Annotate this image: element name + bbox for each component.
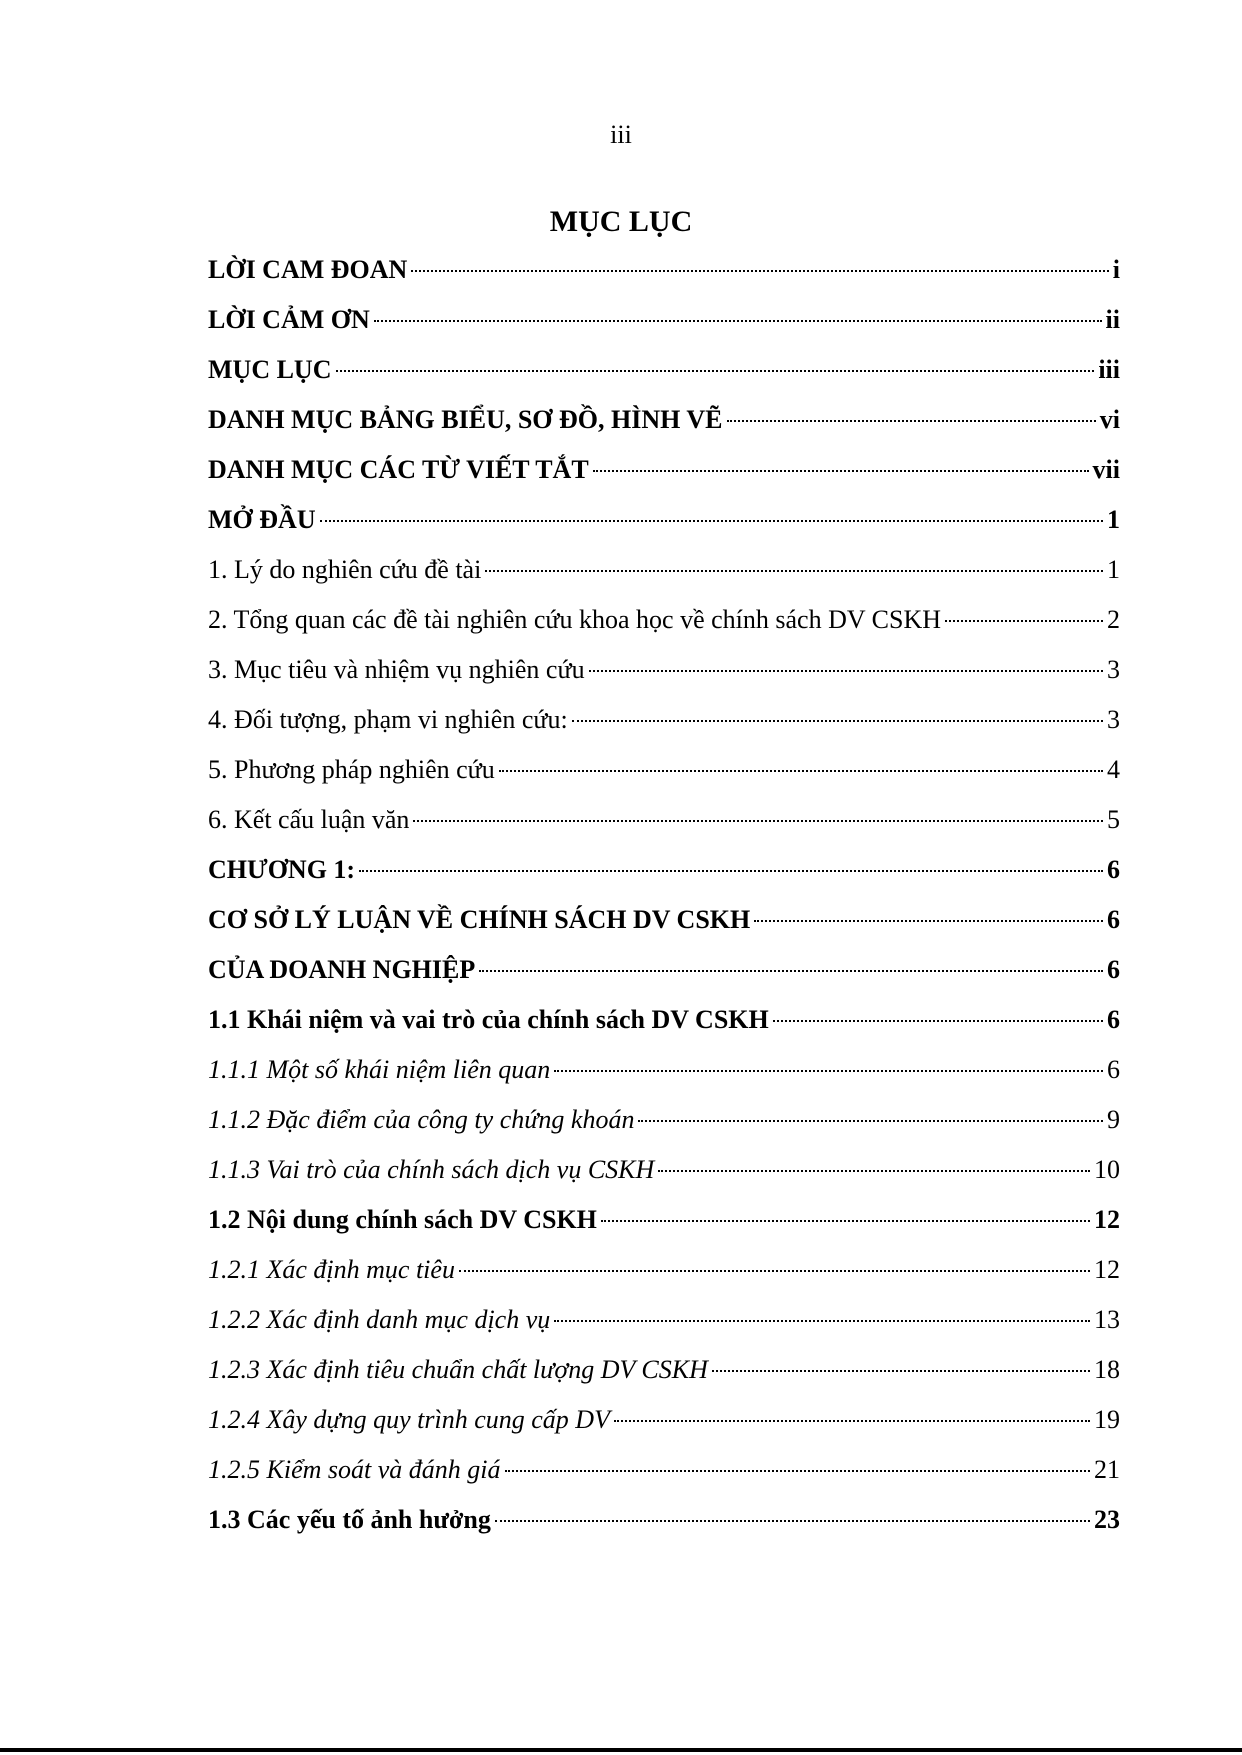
dot-leader <box>320 519 1103 522</box>
dot-leader <box>593 469 1089 472</box>
toc-entry[interactable] <box>208 1305 1120 1355</box>
toc-entry-label: CỦA DOANH NGHIỆP <box>208 955 476 984</box>
bottom-rule <box>0 1748 1242 1752</box>
dot-leader <box>572 719 1103 722</box>
toc-entry[interactable] <box>208 255 1120 305</box>
dot-leader <box>495 1519 1090 1522</box>
toc-entry-page: 3 <box>1107 655 1120 684</box>
toc-entry[interactable] <box>208 1455 1120 1505</box>
toc-entry-page: 2 <box>1107 605 1120 634</box>
toc-entry[interactable] <box>208 705 1120 755</box>
toc-entry[interactable] <box>208 655 1120 705</box>
dot-leader <box>614 1419 1090 1422</box>
toc-entry-label: 1. Lý do nghiên cứu đề tài <box>208 555 482 584</box>
toc-entry-label: DANH MỤC CÁC TỪ VIẾT TẮT <box>208 455 589 484</box>
toc-entry-page: 19 <box>1094 1405 1120 1434</box>
toc-entry[interactable] <box>208 855 1120 905</box>
toc-entry-label: 6. Kết cấu luận văn <box>208 805 410 834</box>
toc-entry-label: 1.2.2 Xác định danh mục dịch vụ <box>208 1305 551 1334</box>
toc-entry[interactable] <box>208 405 1120 455</box>
toc-entry-label: 5. Phương pháp nghiên cứu <box>208 755 495 784</box>
dot-leader <box>554 1319 1090 1322</box>
toc-entry-page: 4 <box>1107 755 1120 784</box>
toc-entry-page: 1 <box>1107 555 1120 584</box>
toc-entry-label: DANH MỤC BẢNG BIỂU, SƠ ĐỒ, HÌNH VẼ <box>208 405 723 434</box>
toc-entry-label: MỞ ĐẦU <box>208 505 316 534</box>
toc-entry-label: CƠ SỞ LÝ LUẬN VỀ CHÍNH SÁCH DV CSKH <box>208 905 751 934</box>
toc-entry[interactable] <box>208 955 1120 1005</box>
toc-entry-label: 1.1.3 Vai trò của chính sách dịch vụ CSKH <box>208 1155 655 1184</box>
toc-entry-label: MỤC LỤC <box>208 355 332 384</box>
toc-entry[interactable] <box>208 1355 1120 1405</box>
toc-entry-page: 12 <box>1094 1255 1120 1284</box>
toc-entry[interactable] <box>208 1055 1120 1105</box>
dot-leader <box>945 619 1103 622</box>
toc-entry-label: 3. Mục tiêu và nhiệm vụ nghiên cứu <box>208 655 585 684</box>
dot-leader <box>411 269 1108 272</box>
page-number: iii <box>610 120 632 149</box>
toc-entry-page: vi <box>1099 405 1120 434</box>
dot-leader <box>336 369 1095 372</box>
toc-entry-label: 1.2.3 Xác định tiêu chuẩn chất lượng DV CSKH <box>208 1355 708 1384</box>
toc-entry-page: 18 <box>1094 1355 1120 1384</box>
toc-entry-page: 23 <box>1094 1505 1120 1534</box>
toc-entry-label: 1.3 Các yếu tố ảnh hưởng <box>208 1505 491 1534</box>
dot-leader <box>554 1069 1103 1072</box>
toc-entry[interactable] <box>208 355 1120 405</box>
toc-title: MỤC LỤC <box>549 205 693 238</box>
toc-entry[interactable] <box>208 1505 1120 1555</box>
toc-entry[interactable] <box>208 555 1120 605</box>
dot-leader <box>479 969 1103 972</box>
toc-entry-label: 2. Tổng quan các đề tài nghiên cứu khoa học về chính sách DV CSKH <box>208 605 942 634</box>
dot-leader <box>374 319 1102 322</box>
toc-entry-label: LỜI CẢM ƠN <box>208 305 370 334</box>
dot-leader <box>459 1269 1090 1272</box>
dot-leader <box>413 819 1103 822</box>
toc-entry-page: 9 <box>1107 1105 1120 1134</box>
dot-leader <box>754 919 1103 922</box>
dot-leader <box>658 1169 1090 1172</box>
toc-entry-page: 6 <box>1107 955 1120 984</box>
toc-entry-page: vii <box>1092 455 1120 484</box>
toc-entry-label: 1.2 Nội dung chính sách DV CSKH <box>208 1205 597 1234</box>
dot-leader <box>712 1369 1090 1372</box>
toc-entry[interactable] <box>208 605 1120 655</box>
toc-entry-label: 1.2.4 Xây dựng quy trình cung cấp DV <box>208 1405 610 1434</box>
toc-entry-label: 1.1 Khái niệm và vai trò của chính sách DV CSKH <box>208 1005 769 1034</box>
toc-entry[interactable] <box>208 805 1120 855</box>
dot-leader <box>773 1019 1103 1022</box>
toc-entry-page: 13 <box>1094 1305 1120 1334</box>
toc-entry[interactable] <box>208 905 1120 955</box>
dot-leader <box>727 419 1096 422</box>
toc-entry-page: 10 <box>1094 1155 1120 1184</box>
toc-entry-page: 6 <box>1107 905 1120 934</box>
toc-entry-label: LỜI CAM ĐOAN <box>208 255 408 284</box>
toc-entry-page: ii <box>1105 305 1120 334</box>
toc-entry-label: 1.1.2 Đặc điểm của công ty chứng khoán <box>208 1105 635 1134</box>
toc-entry-page: i <box>1112 255 1120 284</box>
toc-entry-page: 21 <box>1094 1455 1120 1484</box>
toc-entry-page: 1 <box>1107 505 1120 534</box>
dot-leader <box>601 1219 1090 1222</box>
toc-entry[interactable] <box>208 1205 1120 1255</box>
toc-entry-label: 1.2.1 Xác định mục tiêu <box>208 1255 455 1284</box>
toc-entry[interactable] <box>208 755 1120 805</box>
toc-entry[interactable] <box>208 505 1120 555</box>
toc-entry[interactable] <box>208 1405 1120 1455</box>
toc-entry-label: CHƯƠNG 1: <box>208 855 356 884</box>
toc-entry[interactable] <box>208 455 1120 505</box>
toc-entry-page: 6 <box>1107 855 1120 884</box>
toc-entry[interactable] <box>208 1255 1120 1305</box>
toc-entry-page: 6 <box>1107 1055 1120 1084</box>
dot-leader <box>638 1119 1103 1122</box>
dot-leader <box>589 669 1103 672</box>
dot-leader <box>499 769 1103 772</box>
toc-entry-page: iii <box>1098 355 1120 384</box>
toc-entry-label: 4. Đối tượng, phạm vi nghiên cứu: <box>208 705 568 734</box>
toc-entry-page: 12 <box>1094 1205 1120 1234</box>
dot-leader <box>505 1469 1091 1472</box>
toc-entry-label: 1.2.5 Kiểm soát và đánh giá <box>208 1455 501 1484</box>
toc-entry[interactable] <box>208 305 1120 355</box>
toc-entry[interactable] <box>208 1155 1120 1205</box>
toc-entry[interactable] <box>208 1105 1120 1155</box>
dot-leader <box>359 869 1103 872</box>
toc-entry-label: 1.1.1 Một số khái niệm liên quan <box>208 1055 551 1084</box>
table-of-contents <box>208 255 1120 1555</box>
toc-entry-page: 6 <box>1107 1005 1120 1034</box>
toc-entry-page: 3 <box>1107 705 1120 734</box>
toc-entry-page: 5 <box>1107 805 1120 834</box>
toc-entry[interactable] <box>208 1005 1120 1055</box>
dot-leader <box>485 569 1103 572</box>
